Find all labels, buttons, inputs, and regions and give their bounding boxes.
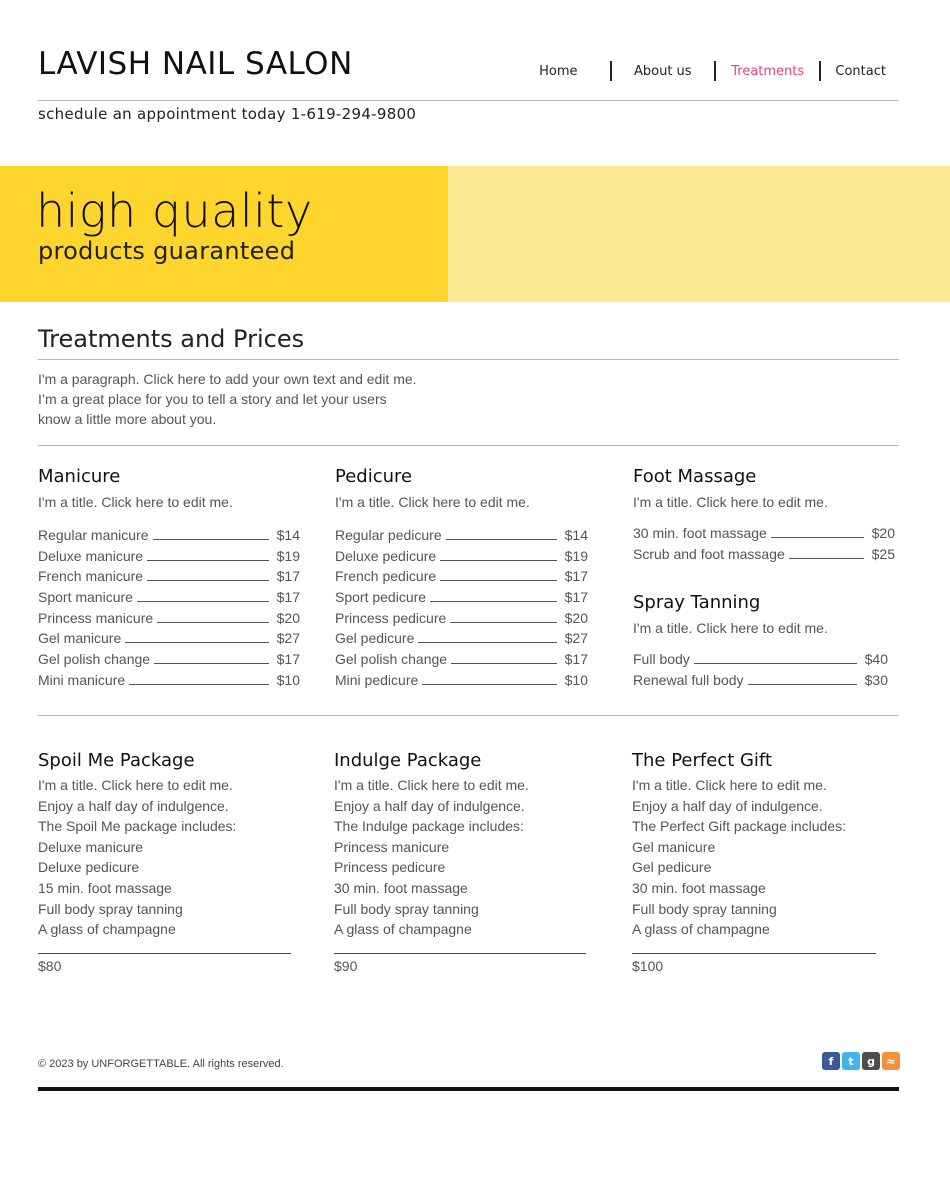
treatment-price: $27 (564, 630, 588, 647)
package-line: Gel manicure (632, 838, 716, 855)
dotted-rule (154, 654, 269, 664)
treatment-price: $14 (276, 527, 300, 543)
nav-treatments[interactable]: Treatments (731, 63, 805, 79)
treatment-price: $17 (564, 589, 588, 606)
nav-about-us[interactable]: About us (633, 63, 692, 79)
dotted-rule (748, 675, 857, 685)
treatment-name: Scrub and foot massage (633, 545, 785, 562)
package-line: Full body spray tanning (334, 900, 479, 917)
social-links (822, 1052, 900, 1070)
treatment-name: Gel manicure (38, 630, 122, 647)
section-divider (38, 715, 899, 716)
price-row (38, 672, 300, 693)
intro-paragraph[interactable] (38, 369, 478, 429)
treatment-name: Princess pedicure (335, 609, 447, 626)
treatment-name: 30 min. foot massage (633, 525, 767, 541)
package-title: Spoil Me Package (38, 750, 195, 771)
dotted-rule (125, 633, 268, 643)
dotted-rule (440, 551, 556, 561)
price-row (38, 651, 300, 672)
treatment-name: Princess manicure (38, 609, 154, 626)
section-divider (38, 359, 899, 360)
price-row (335, 548, 588, 569)
dotted-rule (418, 633, 556, 643)
treatment-price: $40 (864, 651, 888, 667)
package-line: The Indulge package includes: (334, 818, 524, 835)
facebook-icon[interactable]: f (822, 1052, 840, 1070)
treatment-price: $20 (871, 525, 895, 541)
price-row (335, 568, 588, 589)
package-divider (334, 953, 586, 954)
treatment-name: Mini manicure (38, 671, 126, 688)
package-divider (632, 953, 876, 954)
package-line: Gel pedicure (632, 859, 712, 876)
price-row (633, 651, 888, 672)
treatment-name: Renewal full body (633, 671, 744, 688)
treatment-price: $25 (871, 545, 895, 562)
price-row (38, 568, 300, 589)
package-line: A glass of champagne (38, 921, 176, 938)
package-price: $100 (632, 957, 664, 974)
dotted-rule (450, 613, 556, 623)
dotted-rule (451, 654, 557, 664)
dotted-rule (446, 530, 557, 540)
dotted-rule (440, 571, 556, 581)
pedicure-price-list (335, 527, 588, 693)
spray-tanning-title: Spray Tanning (633, 592, 761, 613)
treatment-price: $27 (276, 630, 300, 647)
foot-massage-price-list (633, 525, 895, 566)
package-line: Enjoy a half day of indulgence. (38, 797, 229, 814)
dotted-rule (153, 530, 269, 540)
intro-line: I'm a paragraph. Click here to add your own text and edit me. (38, 371, 417, 387)
site-logo[interactable]: LAVISH NAIL SALON (38, 46, 353, 82)
treatment-name: French pedicure (335, 568, 437, 585)
manicure-subtitle: I'm a title. Click here to edit me. (38, 494, 233, 510)
package-line: Princess pedicure (334, 859, 446, 876)
treatment-name: Gel polish change (335, 651, 448, 668)
price-row (633, 525, 895, 546)
package-line: I'm a title. Click here to edit me. (632, 777, 827, 793)
treatment-price: $17 (276, 651, 300, 668)
manicure-price-list (38, 527, 300, 693)
treatment-name: Regular manicure (38, 527, 149, 543)
manicure-title: Manicure (38, 466, 121, 487)
pedicure-title: Pedicure (335, 466, 413, 487)
price-row (633, 546, 895, 567)
price-row (335, 651, 588, 672)
treatment-name: Gel pedicure (335, 630, 415, 647)
treatment-name: Deluxe manicure (38, 547, 144, 564)
price-row (633, 672, 888, 693)
nav-home[interactable]: Home (539, 63, 578, 79)
intro-line: I’m a great place for you to tell a story and let your users (38, 391, 387, 407)
hero-subheadline: products guaranteed (38, 237, 296, 265)
price-row (335, 589, 588, 610)
price-row (335, 527, 588, 548)
package-title: The Perfect Gift (632, 750, 773, 771)
tagline: schedule an appointment today 1-619-294-9800 (38, 105, 417, 123)
package-line: A glass of champagne (334, 921, 472, 938)
price-row (38, 548, 300, 569)
dotted-rule (147, 571, 269, 581)
dotted-rule (789, 549, 864, 559)
package-line: Deluxe manicure (38, 838, 144, 855)
spray-tanning-subtitle: I'm a title. Click here to edit me. (633, 620, 828, 636)
treatment-price: $17 (276, 589, 300, 606)
price-row (335, 610, 588, 631)
intro-line: know a little more about you. (38, 411, 217, 427)
treatment-name: Sport manicure (38, 589, 133, 606)
foot-massage-title: Foot Massage (633, 466, 757, 487)
package-details (334, 777, 586, 942)
treatment-name: Mini pedicure (335, 671, 419, 688)
nav-contact[interactable]: Contact (835, 63, 886, 79)
treatment-name: Regular pedicure (335, 527, 442, 543)
dotted-rule (694, 654, 857, 664)
hero-headline: high quality (36, 184, 313, 238)
spray-tanning-price-list (633, 651, 888, 692)
package-spoil-me (38, 750, 291, 974)
package-line: Deluxe pedicure (38, 859, 140, 876)
package-details (38, 777, 291, 942)
treatment-price: $17 (564, 651, 588, 668)
rss-icon[interactable]: ≈ (882, 1052, 900, 1070)
package-line: 30 min. foot massage (632, 879, 766, 896)
price-row (38, 610, 300, 631)
treatment-name: Gel polish change (38, 651, 151, 668)
dotted-rule (422, 675, 556, 685)
package-price: $90 (334, 957, 358, 974)
treatment-price: $20 (276, 609, 300, 626)
treatment-name: French manicure (38, 568, 144, 585)
package-details (632, 777, 876, 942)
package-line: Princess manicure (334, 838, 450, 855)
package-price: $80 (38, 957, 62, 974)
package-indulge (334, 750, 586, 974)
hero-banner-right (448, 166, 950, 302)
package-line: Full body spray tanning (632, 900, 777, 917)
google-plus-icon[interactable]: g (862, 1052, 880, 1070)
package-line: 30 min. foot massage (334, 879, 468, 896)
treatment-name: Full body (633, 651, 690, 667)
price-row (38, 527, 300, 548)
package-line: I'm a title. Click here to edit me. (38, 777, 233, 793)
price-row (38, 630, 300, 651)
price-row (335, 630, 588, 651)
price-row (38, 589, 300, 610)
footer-bar (38, 1087, 899, 1091)
treatment-price: $19 (276, 547, 300, 564)
package-line: The Spoil Me package includes: (38, 818, 237, 835)
treatment-price: $20 (564, 609, 588, 626)
copyright: © 2023 by UNFORGETTABLE. All rights reserved. (38, 1058, 284, 1070)
package-line: Enjoy a half day of indulgence. (334, 797, 525, 814)
main-nav (520, 60, 900, 82)
package-line: Full body spray tanning (38, 900, 183, 917)
package-line: I'm a title. Click here to edit me. (334, 777, 529, 793)
treatment-price: $17 (276, 568, 300, 585)
dotted-rule (147, 551, 269, 561)
treatment-price: $10 (276, 671, 300, 688)
foot-massage-subtitle: I'm a title. Click here to edit me. (633, 494, 828, 510)
dotted-rule (129, 675, 269, 685)
treatment-price: $14 (564, 527, 588, 543)
treatment-price: $17 (564, 568, 588, 585)
package-line: 15 min. foot massage (38, 879, 172, 896)
package-title: Indulge Package (334, 750, 482, 771)
section-title: Treatments and Prices (38, 325, 305, 353)
package-line: The Perfect Gift package includes: (632, 818, 846, 835)
treatment-name: Deluxe pedicure (335, 547, 437, 564)
package-perfect-gift (632, 750, 876, 974)
treatment-price: $10 (564, 671, 588, 688)
price-row (335, 672, 588, 693)
package-line: A glass of champagne (632, 921, 770, 938)
pedicure-subtitle: I'm a title. Click here to edit me. (335, 494, 530, 510)
package-divider (38, 953, 291, 954)
treatment-price: $30 (864, 671, 888, 688)
section-divider (38, 445, 899, 446)
header-divider (38, 100, 899, 101)
treatment-price: $19 (564, 547, 588, 564)
dotted-rule (771, 528, 864, 538)
twitter-icon[interactable]: t (842, 1052, 860, 1070)
dotted-rule (430, 592, 557, 602)
package-line: Enjoy a half day of indulgence. (632, 797, 823, 814)
dotted-rule (137, 592, 269, 602)
treatment-name: Sport pedicure (335, 589, 427, 606)
dotted-rule (157, 613, 268, 623)
